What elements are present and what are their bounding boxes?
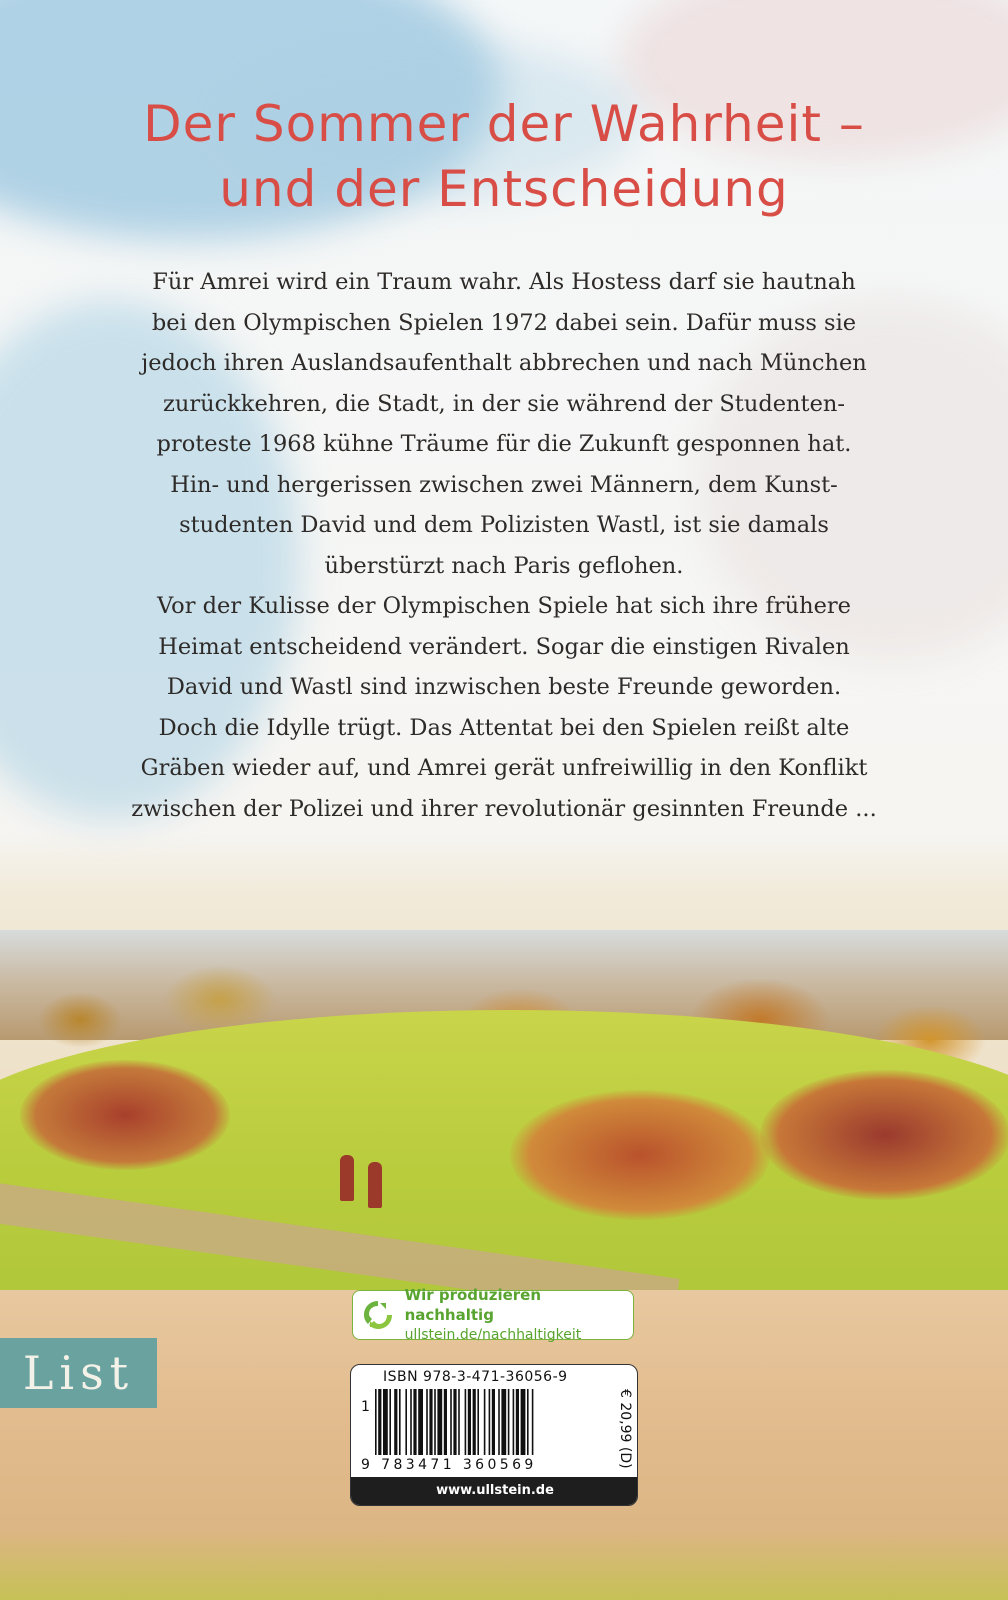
- walking-person: [340, 1155, 354, 1201]
- barcode-bar: [492, 1389, 495, 1455]
- publisher-logo-text: List: [22, 1346, 135, 1400]
- barcode-bar: [468, 1389, 471, 1455]
- barcode-bar: [375, 1389, 377, 1455]
- barcode-bar: [444, 1389, 447, 1455]
- blurb-line: zwischen der Polizei und ihrer revolutionär gesinnten Freunde ...: [131, 795, 877, 822]
- barcode-bar: [489, 1389, 491, 1455]
- blurb-line: David und Wastl sind inzwischen beste Freunde geworden.: [166, 674, 842, 700]
- barcode-bar: [453, 1389, 456, 1455]
- barcode-bar: [501, 1389, 506, 1455]
- recycle-leaf-icon: [359, 1296, 397, 1334]
- tree-cluster: [760, 1070, 1008, 1200]
- barcode-bar: [450, 1389, 452, 1455]
- barcode-bar: [458, 1389, 460, 1455]
- walking-person: [368, 1162, 382, 1208]
- price-label: € 20,99 (D): [617, 1389, 633, 1469]
- isbn-barcode: [350, 1364, 638, 1506]
- barcode-bar: [521, 1389, 526, 1455]
- blurb-line: Hin- und hergerissen zwischen zwei Männern, dem Kunst-: [170, 471, 838, 498]
- barcode-bar: [418, 1389, 423, 1455]
- barcode-bar: [532, 1389, 534, 1455]
- barcode-bar: [508, 1389, 510, 1455]
- barcode-bar: [437, 1389, 442, 1455]
- barcode-bar: [516, 1389, 519, 1455]
- publisher-website: www.ullstein.de: [351, 1477, 638, 1505]
- barcode-bar: [410, 1389, 412, 1455]
- barcode-bar: [394, 1389, 397, 1455]
- barcode-bar: [473, 1389, 476, 1455]
- barcode-bar: [513, 1389, 515, 1455]
- blurb-line: jedoch ihren Auslandsaufenthalt abbrechen und nach München: [141, 350, 867, 376]
- barcode-bar: [498, 1389, 500, 1455]
- barcode-bar: [413, 1389, 416, 1455]
- blurb-line: Heimat entscheidend verändert. Sogar die einstigen Rivalen: [158, 633, 850, 660]
- barcode-bar: [378, 1389, 381, 1455]
- blurb-line: Vor der Kulisse der Olympischen Spiele hat sich ihre frühere: [157, 593, 851, 619]
- blurb-line: zurückkehren, die Stadt, in der sie während der Studenten-: [162, 390, 845, 417]
- barcode-lead-digit: 1: [361, 1399, 370, 1415]
- barcode-bar: [405, 1389, 407, 1455]
- barcode-bar: [389, 1389, 391, 1455]
- barcode-bar: [399, 1389, 401, 1455]
- barcode-bar: [477, 1389, 479, 1455]
- blurb-line: proteste 1968 kühne Träume für die Zukunft gesponnen hat.: [156, 431, 852, 457]
- blurb-line: bei den Olympischen Spielen 1972 dabei sein. Dafür muss sie: [151, 309, 857, 336]
- barcode-bar: [383, 1389, 388, 1455]
- blurb-line: Gräben wieder auf, und Amrei gerät unfreiwillig in den Konflikt: [140, 755, 868, 781]
- blurb-line: studenten David und dem Polizisten Wastl, ist sie damals: [179, 512, 829, 538]
- barcode-bar: [465, 1389, 467, 1455]
- publisher-logo: [0, 1338, 157, 1408]
- sustainability-url: ullstein.de/nachhaltigkeit: [404, 1327, 582, 1343]
- sustainability-title: Wir produzieren nachhaltig: [404, 1286, 542, 1324]
- tree-cluster: [510, 1090, 770, 1220]
- blurb-line: überstürzt nach Paris geflohen.: [324, 552, 684, 579]
- isbn-label: ISBN 978-3-471-36056-9: [383, 1369, 568, 1385]
- barcode-bar: [434, 1389, 436, 1455]
- barcode-bar: [484, 1389, 486, 1455]
- headline: [60, 92, 948, 222]
- blurb-text: [90, 262, 918, 829]
- sustainability-badge: [352, 1286, 634, 1343]
- headline-line-2: und der Entscheidung: [219, 160, 789, 218]
- tree-cluster: [20, 1060, 230, 1170]
- foreground-grass: [0, 1530, 1008, 1600]
- barcode-bar: [429, 1389, 432, 1455]
- barcode-bar: [426, 1389, 428, 1455]
- barcode-bar: [527, 1389, 529, 1455]
- barcode-digits: 9 783471 360569: [361, 1457, 537, 1473]
- blurb-line: Doch die Idylle trügt. Das Attentat bei den Spielen reißt alte: [158, 714, 850, 741]
- blurb-line: Für Amrei wird ein Traum wahr. Als Hostess darf sie hautnah: [152, 269, 856, 295]
- headline-line-1: Der Sommer der Wahrheit –: [143, 95, 865, 153]
